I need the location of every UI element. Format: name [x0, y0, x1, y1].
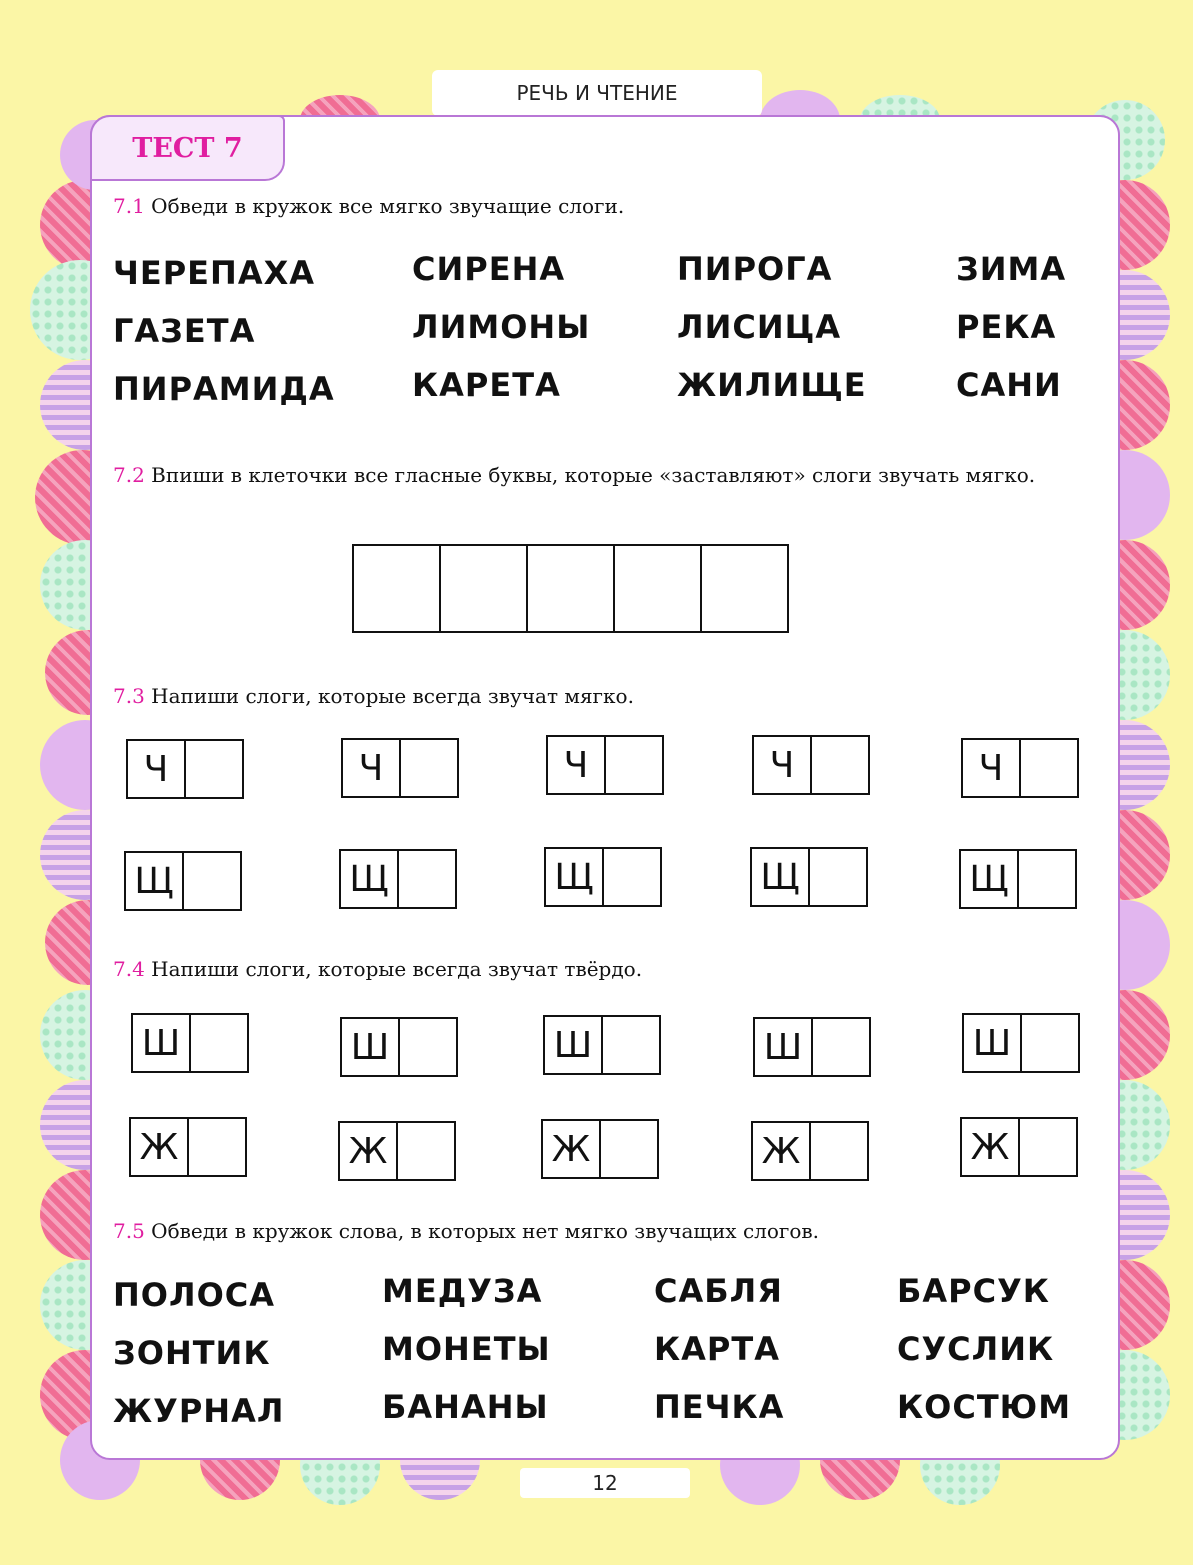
- answer-cell[interactable]: [352, 544, 441, 633]
- syllable-pair: [961, 738, 1079, 798]
- answer-cell[interactable]: [613, 544, 702, 633]
- letter-cell: Ж: [129, 1117, 189, 1177]
- task-instruction: Обведи в кружок слова, в которых нет мягко звучащих слогов.: [144, 1219, 820, 1243]
- task-7-2: [113, 459, 1098, 491]
- answer-cell[interactable]: [187, 1117, 247, 1177]
- word: КАРТА: [654, 1330, 780, 1368]
- answer-cell[interactable]: [700, 544, 789, 633]
- letter-cell: Ш: [131, 1013, 191, 1073]
- answer-cell[interactable]: [811, 1017, 871, 1077]
- letter-cell: Щ: [124, 851, 184, 911]
- task-7-1: [113, 190, 624, 222]
- task-instruction: Впиши в клеточки все гласные буквы, которые «заставляют» слоги звучать мягко.: [144, 463, 1036, 487]
- syllable-pair: [962, 1013, 1080, 1073]
- answer-cell[interactable]: [604, 735, 664, 795]
- letter-cell: Ж: [960, 1117, 1020, 1177]
- task-number: 7.4: [113, 957, 145, 981]
- word: ПИРОГА: [677, 250, 833, 288]
- answer-cell[interactable]: [399, 738, 459, 798]
- syllable-pair: [546, 735, 664, 795]
- word: ЖИЛИЩЕ: [677, 366, 867, 404]
- letter-cell: Ш: [543, 1015, 603, 1075]
- answer-cell[interactable]: [810, 735, 870, 795]
- answer-cell[interactable]: [526, 544, 615, 633]
- word: ЗОНТИК: [113, 1334, 271, 1372]
- syllable-pair: [341, 738, 459, 798]
- syllable-pair: [544, 847, 662, 907]
- task-number: 7.1: [113, 194, 145, 218]
- letter-cell: Щ: [339, 849, 399, 909]
- task-instruction: Напиши слоги, которые всегда звучат мягко.: [144, 684, 634, 708]
- word: ЧЕРЕПАХА: [113, 254, 316, 292]
- word: ЖУРНАЛ: [113, 1392, 285, 1430]
- task-number: 7.5: [113, 1219, 145, 1243]
- letter-cell: Ж: [338, 1121, 398, 1181]
- word: РЕКА: [956, 308, 1057, 346]
- task-number: 7.2: [113, 463, 145, 487]
- word: СУСЛИК: [897, 1330, 1055, 1368]
- word: ЛИМОНЫ: [412, 308, 591, 346]
- syllable-pair: [338, 1121, 456, 1181]
- word: МЕДУЗА: [382, 1272, 543, 1310]
- syllable-pair: [131, 1013, 249, 1073]
- task-7-5: [113, 1215, 819, 1247]
- word: ЛИСИЦА: [677, 308, 842, 346]
- letter-cell: Ч: [126, 739, 186, 799]
- answer-cell[interactable]: [601, 1015, 661, 1075]
- syllable-pair: [543, 1015, 661, 1075]
- task-instruction: Напиши слоги, которые всегда звучат твёрдо.: [144, 957, 643, 981]
- syllable-pair: [126, 739, 244, 799]
- vowel-cells: [352, 544, 789, 633]
- answer-cell[interactable]: [189, 1013, 249, 1073]
- letter-cell: Щ: [750, 847, 810, 907]
- syllable-pair: [124, 851, 242, 911]
- letter-cell: Ч: [961, 738, 1021, 798]
- syllable-pair: [960, 1117, 1078, 1177]
- letter-cell: Ж: [751, 1121, 811, 1181]
- word: ГАЗЕТА: [113, 312, 256, 350]
- word: СИРЕНА: [412, 250, 566, 288]
- answer-cell[interactable]: [1019, 738, 1079, 798]
- answer-cell[interactable]: [439, 544, 528, 633]
- task-7-3: [113, 680, 634, 712]
- syllable-pair: [959, 849, 1077, 909]
- word: КОСТЮМ: [897, 1388, 1072, 1426]
- word: САНИ: [956, 366, 1062, 404]
- letter-cell: Ш: [340, 1017, 400, 1077]
- syllable-pair: [339, 849, 457, 909]
- answer-cell[interactable]: [809, 1121, 869, 1181]
- syllable-pair: [751, 1121, 869, 1181]
- test-title: ТЕСТ 7: [90, 115, 285, 181]
- task-instruction: Обведи в кружок все мягко звучащие слоги.: [144, 194, 625, 218]
- task-7-4: [113, 953, 642, 985]
- syllable-pair: [750, 847, 868, 907]
- word: КАРЕТА: [412, 366, 561, 404]
- letter-cell: Ш: [962, 1013, 1022, 1073]
- letter-cell: Ш: [753, 1017, 813, 1077]
- syllable-pair: [753, 1017, 871, 1077]
- letter-cell: Ч: [546, 735, 606, 795]
- answer-cell[interactable]: [398, 1017, 458, 1077]
- syllable-pair: [129, 1117, 247, 1177]
- task-number: 7.3: [113, 684, 145, 708]
- syllable-pair: [752, 735, 870, 795]
- word: МОНЕТЫ: [382, 1330, 551, 1368]
- word: САБЛЯ: [654, 1272, 783, 1310]
- answer-cell[interactable]: [1020, 1013, 1080, 1073]
- word: ПОЛОСА: [113, 1276, 276, 1314]
- word: ЗИМА: [956, 250, 1067, 288]
- answer-cell[interactable]: [602, 847, 662, 907]
- answer-cell[interactable]: [182, 851, 242, 911]
- letter-cell: Ж: [541, 1119, 601, 1179]
- letter-cell: Щ: [544, 847, 604, 907]
- answer-cell[interactable]: [599, 1119, 659, 1179]
- word: БАНАНЫ: [382, 1388, 549, 1426]
- syllable-pair: [340, 1017, 458, 1077]
- page-number: 12: [520, 1468, 690, 1498]
- syllable-pair: [541, 1119, 659, 1179]
- letter-cell: Ч: [341, 738, 401, 798]
- answer-cell[interactable]: [184, 739, 244, 799]
- section-header: РЕЧЬ И ЧТЕНИЕ: [432, 70, 762, 116]
- word: ПЕЧКА: [654, 1388, 785, 1426]
- answer-cell[interactable]: [808, 847, 868, 907]
- letter-cell: Ч: [752, 735, 812, 795]
- word: БАРСУК: [897, 1272, 1050, 1310]
- answer-cell[interactable]: [397, 849, 457, 909]
- answer-cell[interactable]: [1018, 1117, 1078, 1177]
- answer-cell[interactable]: [396, 1121, 456, 1181]
- word: ПИРАМИДА: [113, 370, 335, 408]
- letter-cell: Щ: [959, 849, 1019, 909]
- answer-cell[interactable]: [1017, 849, 1077, 909]
